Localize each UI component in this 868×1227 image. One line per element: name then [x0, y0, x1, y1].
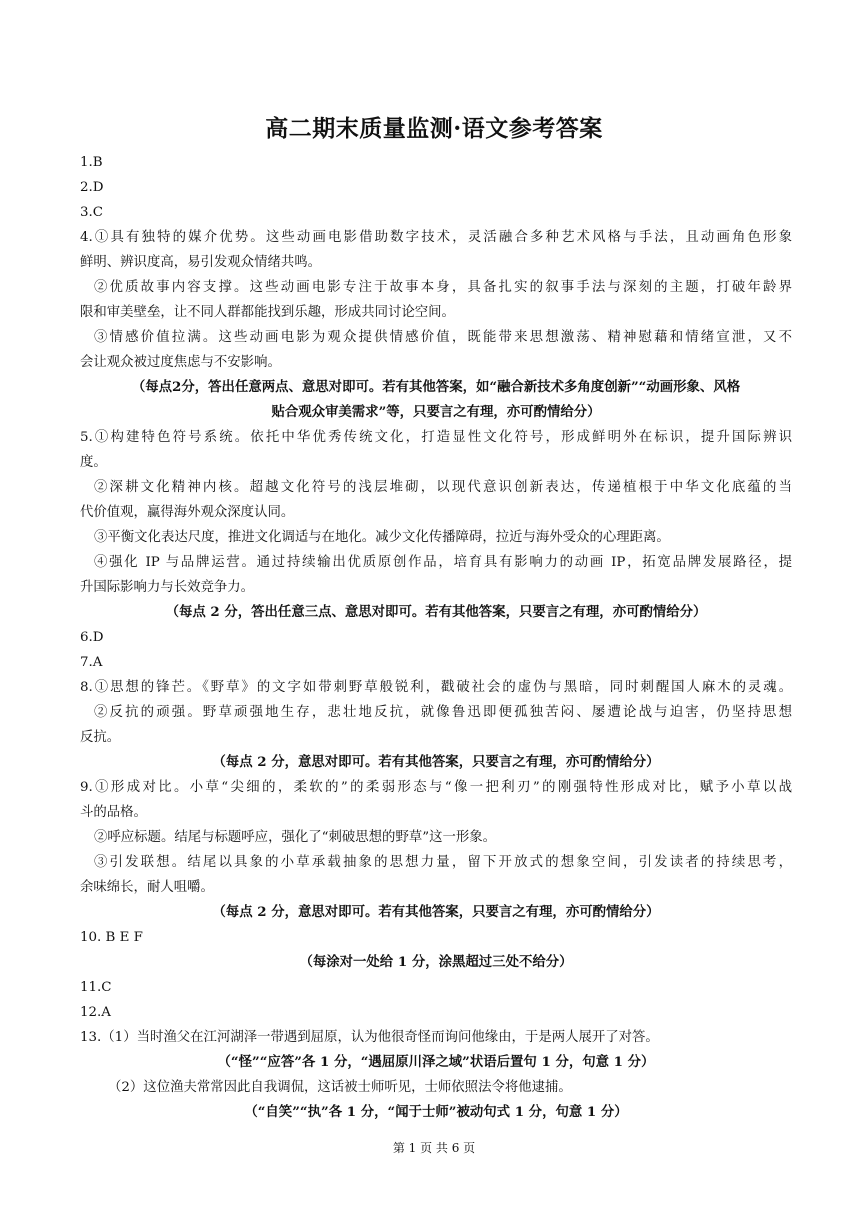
scoring-note-q13-2: （“自笑”“执”各 1 分，“闻于士师”被动句式 1 分，句意 1 分） [244, 1104, 628, 1120]
scoring-note-q5: （每点 2 分，答出任意三点、意思对即可。若有其他答案，只要言之有理，亦可酌情给分） [165, 604, 707, 620]
answer-q5-line: ③平衡文化表达尺度，推进文化调适与在地化。减少文化传播障碍，拉近与海外受众的心理距离。 [94, 530, 670, 545]
answer-q13-2: （2）这位渔夫常常因此自我调侃，这话被士师听见，士师依照法令将他逮捕。 [108, 1080, 572, 1095]
answer-q9-line: 9.①形成对比。小草“尖细的，柔软的”的柔弱形态与“像一把利刃”的刚强特性形成对比，赋予小草以战 [80, 780, 792, 795]
scoring-note-q4: （每点2分，答出任意两点、意思对即可。若有其他答案，如“融合新技术多角度创新”“动画形象、风格 [131, 379, 741, 395]
answer-q9-line: ②呼应标题。结尾与标题呼应，强化了“刺破思想的野草”这一形象。 [94, 830, 497, 845]
answer-q5-line: ④强化 IP 与品牌运营。通过持续输出优质原创作品，培育具有影响力的动画 IP，拓宽品牌发展路径，提 [94, 555, 792, 570]
scoring-note-q10: （每涂对一处给 1 分，涂黑超过三处不给分） [299, 954, 573, 970]
scoring-note-q8: （每点 2 分，意思对即可。若有其他答案，只要言之有理，亦可酌情给分） [212, 754, 660, 770]
answer-q4-line: ③情感价值拉满。这些动画电影为观众提供情感价值，既能带来思想激荡、精神慰藉和情绪宣泄，又不 [94, 330, 792, 345]
answer-q11: 11.C [80, 980, 112, 995]
answer-q4-line: ②优质故事内容支撑。这些动画电影专注于故事本身，具备扎实的叙事手法与深刻的主题，打破年龄界 [94, 280, 792, 295]
answer-q7: 7.A [80, 655, 103, 670]
answer-q9-line: 斗的品格。 [80, 805, 147, 820]
answer-q9-line: 余味绵长，耐人咀嚼。 [80, 880, 214, 895]
page-title: 高二期末质量监测·语文参考答案 [265, 115, 603, 142]
answer-q9-line: ③引发联想。结尾以具象的小草承载抽象的思想力量，留下开放式的想象空间，引发读者的持续思考， [94, 855, 792, 870]
answer-q4-line: 4.①具有独特的媒介优势。这些动画电影借助数字技术，灵活融合多种艺术风格与手法，且动画角色形象 [80, 230, 792, 245]
answer-q5-line: 代价值观，赢得海外观众深度认同。 [80, 505, 295, 520]
answer-q8-line: 反抗。 [80, 730, 121, 745]
answer-q8-line: ②反抗的顽强。野草顽强地生存，悲壮地反抗，就像鲁迅即便孤独苦闷、屡遭论战与迫害，仍坚持思想 [94, 705, 792, 720]
answer-content [80, 150, 792, 1125]
answer-q4-line: 会让观众被过度焦虑与不安影响。 [80, 355, 281, 370]
answer-q12: 12.A [80, 1005, 111, 1020]
answer-q4-line: 限和审美壁垒，让不同人群都能找到乐趣，形成共同讨论空间。 [80, 305, 455, 320]
answer-q5-line: 升国际影响力与长效竞争力。 [80, 580, 255, 595]
answer-q5-line: ②深耕文化精神内核。超越文化符号的浅层堆砌，以现代意识创新表达，传递植根于中华文化底蕴的当 [94, 480, 792, 495]
answer-q13-1: 13.（1）当时渔父在江河湖泽一带遇到屈原，认为他很奇怪而询问他缘由，于是两人展开了对答。 [80, 1030, 659, 1045]
answer-q2: 2.D [80, 180, 104, 195]
answer-q4-line: 鲜明、辨识度高，易引发观众情绪共鸣。 [80, 255, 322, 270]
answer-q5-line: 5.①构建特色符号系统。依托中华优秀传统文化，打造显性文化符号，形成鲜明外在标识，提升国际辨识 [80, 430, 792, 445]
scoring-note-q4: 贴合观众审美需求”等，只要言之有理，亦可酌情给分） [271, 404, 601, 420]
page-footer: 第 1 页 共 6 页 [392, 1141, 476, 1155]
answer-q1: 1.B [80, 155, 103, 170]
answer-q6: 6.D [80, 630, 104, 645]
answer-q5-line: 度。 [80, 455, 107, 470]
scoring-note-q9: （每点 2 分，意思对即可。若有其他答案，只要言之有理，亦可酌情给分） [212, 904, 660, 920]
scoring-note-q13-1: （“怪”“应答”各 1 分，“遇屈原川泽之域”状语后置句 1 分，句意 1 分） [217, 1054, 655, 1070]
answer-q10: 10. B E F [80, 930, 143, 945]
answer-q3: 3.C [80, 205, 104, 220]
answer-q8-line: 8.①思想的锋芒。《野草》的文字如带刺野草般锐利，戳破社会的虚伪与黑暗，同时刺醒国人麻木的灵魂。 [80, 680, 792, 695]
